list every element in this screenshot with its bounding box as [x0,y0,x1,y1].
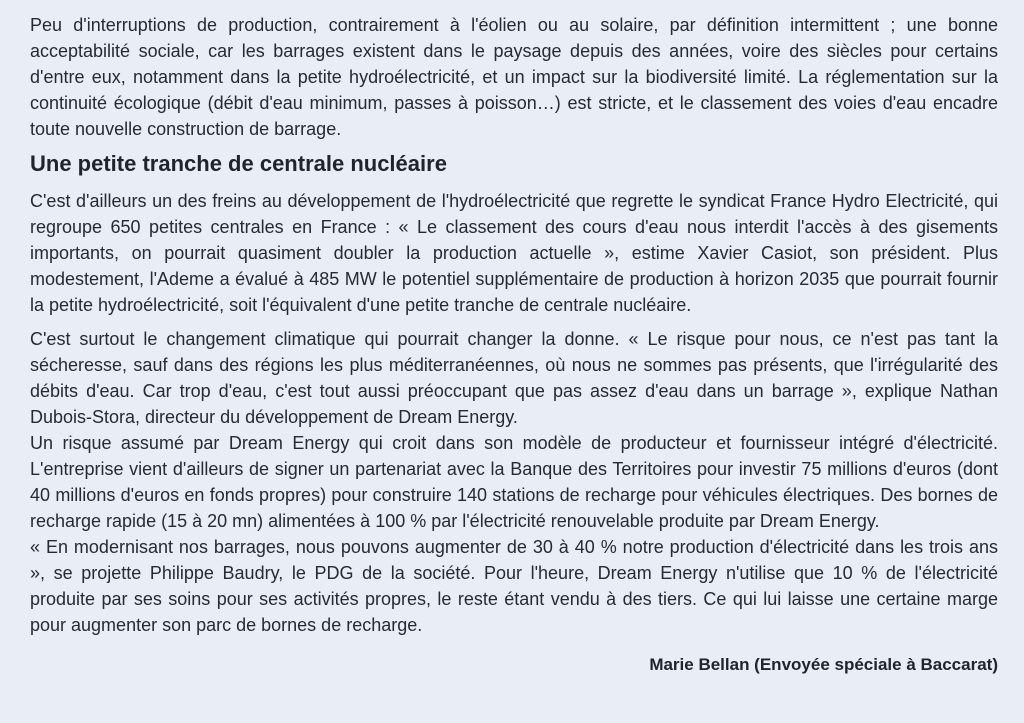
byline: Marie Bellan (Envoyée spéciale à Baccarat) [649,655,998,674]
paragraph-intro: Peu d'interruptions de production, contrairement à l'éolien ou au solaire, par définition intermittent ; une bonne acceptabilité sociale, car les barrages existent dans le paysage depuis des années, voire des siècles pour certains d'entre eux, notamment dans la petite hydroélectricité, et un impact sur la biodiversité limité. La réglementation sur la continuité écologique (débit d'eau minimum, passes à poisson…) est stricte, et le classement des voies d'eau encadre toute nouvelle construction de barrage. [30,15,998,139]
paragraph-group-dream-energy [30,326,998,638]
paragraph-climate: C'est surtout le changement climatique qui pourrait changer la donne. « Le risque pour nous, ce n'est pas tant la sécheresse, sauf dans des régions les plus méditerranéennes, où nous ne sommes pas présents, que l'irrégularité des débits d'eau. Car trop d'eau, c'est tout aussi préoccupant que pas assez d'eau dans un barrage », explique Nathan Dubois-Stora, directeur du développement de Dream Energy. [30,329,998,427]
paragraph-modernisation: « En modernisant nos barrages, nous pouvons augmenter de 30 à 40 % notre production d'électricité dans les trois ans », se projette Philippe Baudry, le PDG de la société. Pour l'heure, Dream Energy n'utilise que 10 % de l'électricité produite par ses soins pour ses activités propres, le reste étant vendu à des tiers. Ce qui lui laisse une certaine marge pour augmenter son parc de bornes de recharge. [30,537,998,635]
section-heading: Une petite tranche de centrale nucléaire [30,151,447,176]
paragraph-investment: Un risque assumé par Dream Energy qui croit dans son modèle de producteur et fournisseur intégré d'électricité. L'entreprise vient d'ailleurs de signer un partenariat avec la Banque des Territoires pour investir 75 millions d'euros (dont 40 millions d'euros en fonds propres) pour construire 140 stations de recharge pour véhicules électriques. Des bornes de recharge rapide (15 à 20 mn) alimentées à 100 % par l'électricité renouvelable produite par Dream Energy. [30,433,998,531]
paragraph-development: C'est d'ailleurs un des freins au développement de l'hydroélectricité que regrette le syndicat France Hydro Electricité, qui regroupe 650 petites centrales en France : « Le classement des cours d'eau nous interdit l'accès à des gisements importants, on pourrait quasiment doubler la production actuelle », estime Xavier Casiot, son président. Plus modestement, l'Ademe a évalué à 485 MW le potentiel supplémentaire de production à horizon 2035 que pourrait fournir la petite hydroélectricité, soit l'équivalent d'une petite tranche de centrale nucléaire. [30,191,998,315]
